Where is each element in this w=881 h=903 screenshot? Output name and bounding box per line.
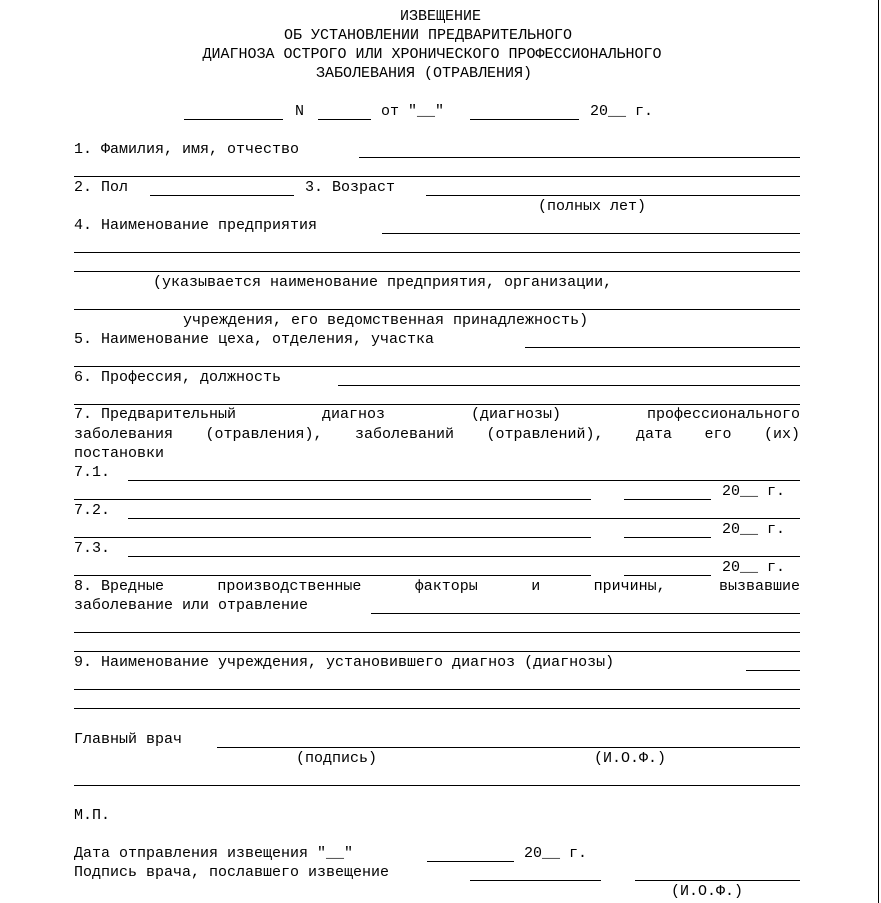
- field-4-label: 4. Наименование предприятия: [74, 217, 318, 234]
- send-year-label: 20__ г.: [524, 845, 588, 862]
- field-7-word: 7. Предварительный: [74, 406, 237, 423]
- age-hint: (полных лет): [538, 198, 647, 215]
- number-label: N: [295, 103, 305, 120]
- enterprise-field-cont-1[interactable]: [74, 252, 800, 253]
- send-month-field[interactable]: [427, 861, 514, 862]
- field-3-label: 3. Возраст: [305, 179, 396, 196]
- field-7-word: (их): [763, 426, 800, 443]
- diagnosis-1-field[interactable]: [128, 480, 800, 481]
- field-8-word: 8. Вредные: [74, 578, 165, 595]
- field-7-label-line-3: постановки: [74, 445, 165, 462]
- doctor-signature-label: Подпись врача, пославшего извещение: [74, 864, 390, 881]
- doc-reference-blank[interactable]: [184, 119, 283, 120]
- field-7-word: его: [704, 426, 732, 443]
- diagnosis-2-field[interactable]: [128, 518, 800, 519]
- field-7-3-label: 7.3.: [74, 540, 111, 557]
- field-5-label: 5. Наименование цеха, отделения, участка: [74, 331, 435, 348]
- field-7-1-label: 7.1.: [74, 464, 111, 481]
- field-7-word: (отравления),: [205, 426, 323, 443]
- field-9-label: 9. Наименование учреждения, установившего диагноз (диагнозы): [74, 654, 615, 671]
- diagnosis-3-field-cont[interactable]: [74, 575, 591, 576]
- age-field[interactable]: [426, 195, 800, 196]
- enterprise-hint-2: учреждения, его ведомственная принадлежность): [183, 312, 589, 329]
- title-line-4: ЗАБОЛЕВАНИЯ (ОТРАВЛЕНИЯ): [315, 65, 533, 82]
- doc-month-blank[interactable]: [470, 119, 579, 120]
- sex-field[interactable]: [150, 195, 294, 196]
- doc-number-blank[interactable]: [318, 119, 371, 120]
- date-from-label: от "__": [381, 103, 445, 120]
- chief-doctor-field-cont[interactable]: [74, 785, 800, 786]
- field-7-label-line-2: [74, 426, 800, 443]
- institution-field-cont-1[interactable]: [74, 689, 800, 690]
- field-7-word: (отравлений),: [486, 426, 604, 443]
- enterprise-hint-1: (указывается наименование предприятия, организации,: [153, 274, 613, 291]
- diagnosis-2-year: 20__ г.: [722, 521, 786, 538]
- name-hint: (И.О.Ф.): [594, 750, 667, 767]
- field-7-word: заболевания: [74, 426, 174, 443]
- diagnosis-3-year: 20__ г.: [722, 559, 786, 576]
- diagnosis-3-field[interactable]: [128, 556, 800, 557]
- title-line-2: ОБ УСТАНОВЛЕНИИ ПРЕДВАРИТЕЛЬНОГО: [283, 27, 573, 44]
- field-7-word: дата: [636, 426, 673, 443]
- harmful-factors-field-cont-1[interactable]: [74, 632, 800, 633]
- harmful-factors-field[interactable]: [371, 613, 800, 614]
- field-7-label-line-1: [74, 406, 800, 423]
- institution-field[interactable]: [746, 670, 800, 671]
- send-date-label: Дата отправления извещения "__": [74, 845, 354, 862]
- doctor-name-field[interactable]: [635, 880, 800, 881]
- field-7-word: заболеваний: [355, 426, 455, 443]
- profession-field-cont[interactable]: [74, 404, 800, 405]
- diagnosis-1-date-field[interactable]: [624, 499, 711, 500]
- field-8-word: факторы: [414, 578, 478, 595]
- field-8-label-line-2: заболевание или отравление: [74, 597, 309, 614]
- field-1-label: 1. Фамилия, имя, отчество: [74, 141, 300, 158]
- signature-hint: (подпись): [296, 750, 378, 767]
- full-name-field[interactable]: [359, 157, 800, 158]
- profession-field[interactable]: [338, 385, 800, 386]
- doctor-signature-field[interactable]: [470, 880, 601, 881]
- field-7-word: (диагнозы): [470, 406, 561, 423]
- field-7-word: диагноз: [322, 406, 386, 423]
- enterprise-field-cont-3[interactable]: [74, 309, 800, 310]
- field-7-word: профессионального: [646, 406, 800, 423]
- field-6-label: 6. Профессия, должность: [74, 369, 282, 386]
- field-8-label-line-1: [74, 578, 800, 595]
- field-8-word: и: [531, 578, 541, 595]
- enterprise-field-cont-2[interactable]: [74, 271, 800, 272]
- diagnosis-3-date-field[interactable]: [624, 575, 711, 576]
- field-8-word: причины,: [593, 578, 666, 595]
- doctor-name-hint: (И.О.Ф.): [671, 883, 744, 900]
- diagnosis-2-field-cont[interactable]: [74, 537, 591, 538]
- doc-year-label: 20__ г.: [590, 103, 654, 120]
- diagnosis-1-year: 20__ г.: [722, 483, 786, 500]
- chief-doctor-signature-field[interactable]: [217, 747, 800, 748]
- title-line-1: ИЗВЕЩЕНИЕ: [399, 8, 481, 25]
- workshop-field[interactable]: [525, 347, 800, 348]
- page-right-border: [878, 0, 879, 903]
- field-8-word: производственные: [217, 578, 362, 595]
- title-line-3: ДИАГНОЗА ОСТРОГО ИЛИ ХРОНИЧЕСКОГО ПРОФЕССИОНАЛЬНОГО: [202, 46, 662, 63]
- institution-field-cont-2[interactable]: [74, 708, 800, 709]
- workshop-field-cont[interactable]: [74, 366, 800, 367]
- diagnosis-2-date-field[interactable]: [624, 537, 711, 538]
- field-7-2-label: 7.2.: [74, 502, 111, 519]
- chief-doctor-label: Главный врач: [74, 731, 183, 748]
- full-name-field-cont[interactable]: [74, 176, 800, 177]
- field-8-word: вызвавшие: [718, 578, 800, 595]
- stamp-label: М.П.: [74, 807, 111, 824]
- enterprise-field[interactable]: [382, 233, 800, 234]
- field-2-label: 2. Пол: [74, 179, 129, 196]
- diagnosis-1-field-cont[interactable]: [74, 499, 591, 500]
- harmful-factors-field-cont-2[interactable]: [74, 651, 800, 652]
